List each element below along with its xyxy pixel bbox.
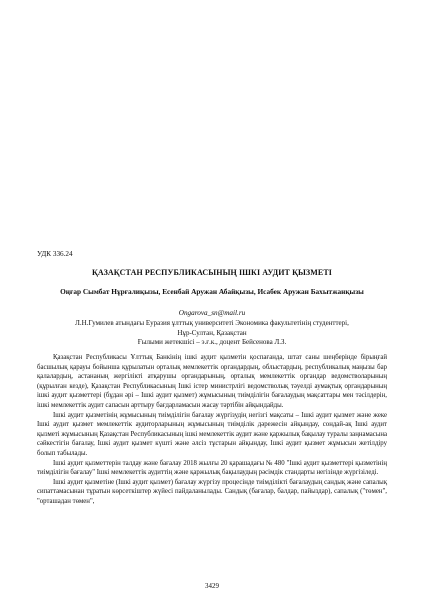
body-paragraph: Ішкі аудит қызметінің жұмысының тиімділігін бағалау жүргізудің негізгі мақсаты – Ішкі аудит қызмет және жеке Ішкі аудит қызмет мемлекеттік аудиторларының жұмысының тиімділік дәрежесін айқындау, сондай-ақ Ішкі аудит қызметі жұмысының Қазақстан Республикасының ішкі мемлекеттік аудит және қаржылық бақылау туралы заңнамасына сәйкестігін бағалау, Ішкі аудит қызмет күшті және әлсіз тұстарын айқындау, Ішкі аудит қызмет жұмысын жетілдіру болып табылады. <box>37 411 387 457</box>
affiliation-location: Нұр-Султан, Қазақстан <box>177 328 247 337</box>
affiliation-block <box>37 319 387 348</box>
body-paragraph: Ішкі аудит қызметтерін талдау және бағалау 2018 жылғы 20 қарашадағы № 480 "Ішкі аудит қызметтері қызметінің тиімділігін бағалау" Ішкі мемлекеттік аудиттің және қаржылық бақылаудың рәсімдік стандарты негізінде жүргізіледі. <box>37 459 387 477</box>
udc-code: УДК 336.24 <box>37 250 73 258</box>
authors: Оңғар Сымбат Нұрғалиқызы, Есенбай Аружан Абайқызы, Исабек Аружан Бахытжанқызы <box>60 287 364 296</box>
article-body <box>37 353 387 507</box>
page-number: 3429 <box>205 582 219 590</box>
author-email: Ongarova_sn@mail.ru <box>178 309 246 317</box>
body-paragraph: Қазақстан Республикасы Ұлттық Банкінің ішкі аудит қызметін қоспағанда, штат саны шеңберінде бірыңғай басшылық қарауы бойынша құрылатын орталық мемлекеттік органдардың, облыстардың, республикалық маңызы бар қалалардың, астананың жергілікті атқарушы органдарының, орталық мемлекеттік органдар ведомстволарының (құрылған кезде), Қазақстан Республикасының Ішкі істер министрлігі ведомстволық тәуелді аумақтық органдарының ішкі аудит қызметтері (бұдан әрі – Ішкі аудит қызмет) жұмысының тиімділігін бағалаудың мақсаттары мен тәсілдерін, ішкі мемлекеттік аудит сапасын арттыру бағдарламасын жасау тәртібін айқындайды. <box>37 354 387 409</box>
affiliation-line: Л.Н.Гумилев атындағы Еуразия ұлттық университеті Экономика факультетінің студенттері, <box>75 319 349 327</box>
body-paragraph: Ішкі аудит қызметіне (Ішкі аудит қызмет) бағалау жүргізу процесінде тиімділікті бағалаудың сандық және сапалық сипаттамасынан тұратын көрсеткіштер жүйесі пайдаланылады. Сандық (бағалар, балдар, пайыздар), сапалық ("төмен", "орташадан төмен", <box>37 478 387 505</box>
supervisor-line: Ғылыми жетекшісі – э.ғ.к., доцент Бейсенова Л.З. <box>137 338 287 347</box>
article-title: ҚАЗАҚСТАН РЕСПУБЛИКАСЫНЫҢ ІШКІ АУДИТ ҚЫЗМЕТІ <box>91 268 332 277</box>
